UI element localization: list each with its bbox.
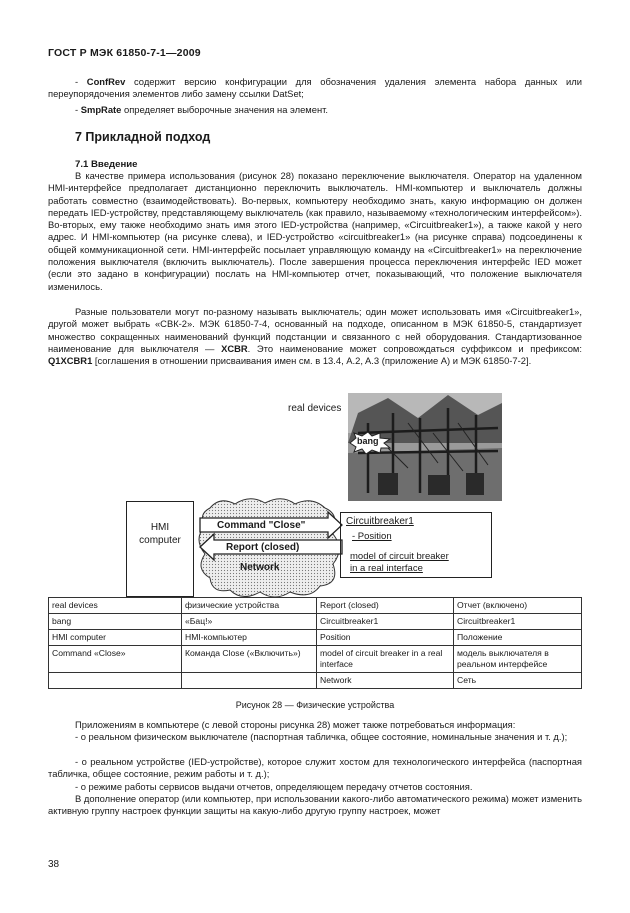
real-devices-label: real devices bbox=[288, 403, 342, 414]
table-cell: Circuitbreaker1 bbox=[317, 614, 454, 630]
table-cell: модель выключателя в реальном интерфейсе bbox=[454, 646, 582, 673]
naming-paragraph bbox=[48, 306, 582, 367]
table-cell: Circuitbreaker1 bbox=[454, 614, 582, 630]
table-cell: Network bbox=[317, 673, 454, 689]
table-row bbox=[49, 614, 582, 630]
naming-text-3: [соглашения в отношении присваивания имен см. в 13.4, A.2, A.3 (приложение А) и МЭК 61850-7-2]. bbox=[92, 355, 532, 367]
section-title: 7 Прикладной подход bbox=[75, 130, 211, 144]
after-paragraph-4: - о режиме работы сервисов выдачи отчетов, определяющем передачу отчетов состояния. bbox=[75, 781, 473, 792]
hmi-label-line2: computer bbox=[139, 535, 181, 546]
hmi-computer-box bbox=[126, 501, 194, 597]
table-cell bbox=[49, 673, 182, 689]
confrev-term: ConfRev bbox=[86, 76, 126, 87]
after-paragraph-1: Приложениям в компьютере (с левой стороны рисунка 28) может также потребоваться информация: bbox=[75, 719, 516, 730]
intro-paragraph: В качестве примера использования (рисунок 28) показано переключение выключателя. Оператор на удаленном HMI-интерфейсе предполагает дистанционно переключить выключатель. HMI-компьютер и выключатель должны работать совместно (взаимодействовать). Во-первых, компьютеру необходимо знать, какую информацию он должен передать IED-устройству, представляющему выключатель (как правило, называемому «технологическим интерфейсом»). Во-вторых, ему также необходимо знать имя этого IED-устройства (например, «Circuitbreaker1»), а также какой у него адрес. И HMI-компьютер (на рисунке слева), и IED-устройство «circuitbreaker1» (на рисунке справа) подсоединены к общей коммуникационной сети. HMI-интерфейс посылает управляющую команду на «Circuitbreaker1» на переключение положения выключателя (включить выключатель). После завершения процесса переключения интерфейс IED может (если это задано в конфигурации) послать на HMI-компьютер отчет, показывающий, что положение выключателя изменилось. bbox=[48, 170, 582, 292]
smprate-term: SmpRate bbox=[80, 104, 122, 115]
bang-label: bang bbox=[357, 436, 379, 446]
table-row bbox=[49, 598, 582, 614]
table-cell: HMI-компьютер bbox=[182, 630, 317, 646]
table-cell bbox=[182, 673, 317, 689]
table-cell: Position bbox=[317, 630, 454, 646]
table-cell: model of circuit breaker in a real interface bbox=[317, 646, 454, 673]
table-cell: Команда Close («Включить») bbox=[182, 646, 317, 673]
network-label: Network bbox=[240, 562, 280, 573]
cb-model-line1: model of circuit breaker bbox=[350, 551, 449, 562]
table-cell: физические устройства bbox=[182, 598, 317, 614]
table-row bbox=[49, 630, 582, 646]
page-number: 38 bbox=[48, 859, 60, 870]
report-closed-label: Report (closed) bbox=[226, 542, 300, 553]
table-row bbox=[49, 673, 582, 689]
table-cell: «Бац!» bbox=[182, 614, 317, 630]
q1xcbr1-term: Q1XCBR1 bbox=[48, 355, 93, 367]
circuitbreaker-title: Circuitbreaker1 bbox=[346, 516, 414, 527]
legend-table bbox=[48, 597, 582, 689]
subsection-title: 7.1 Введение bbox=[75, 159, 138, 170]
smprate-text: определяет выборочные значения на элемент. bbox=[121, 104, 328, 115]
confrev-text: содержит версию конфигурации для обозначения удаления элемента набора данных или переупорядочения элементов либо замену ссылки DatSet; bbox=[48, 76, 582, 100]
confrev-paragraph: - ConfRev содержит версию конфигурации для обозначения удаления элемента набора данных или переупорядочения элементов либо замену ссылки DatSet; bbox=[48, 76, 582, 100]
after-paragraph-5: В дополнение оператор (или компьютер, при использовании какого-либо автоматического режима) может изменить активную группу настроек функции защиты на какую-либо другую группу настроек, может bbox=[48, 793, 582, 817]
command-close-label: Command "Close" bbox=[217, 520, 306, 531]
table-row bbox=[49, 646, 582, 673]
after-paragraph-2: - о реальном физическом выключателе (паспортная табличка, общее состояние, номинальные значения и т. д.); bbox=[75, 731, 568, 742]
hmi-label-line1: HMI bbox=[150, 522, 170, 533]
naming-text-2: . Это наименование может сопровождаться суффиксом и префиксом: bbox=[247, 342, 582, 354]
table-cell: HMI computer bbox=[49, 630, 182, 646]
table-cell: Command «Close» bbox=[49, 646, 182, 673]
table-cell: Отчет (включено) bbox=[454, 598, 582, 614]
table-cell: Report (closed) bbox=[317, 598, 454, 614]
cb-model-line2: in a real interface bbox=[350, 563, 423, 574]
naming-text-1: Разные пользователи могут по-разному называть выключатель; один может использовать имя «Circuitbreaker1», другой может выбрать «СВК-2». МЭК 61850-7-4, основанный на подходе, описанном в МЭК 61850-5, стандартизует множество сокращенных наименований функций подстанции и связанного с ней оборудования. Стандартизованное наименование для выключателя — bbox=[48, 306, 582, 354]
hmi-computer-label bbox=[126, 521, 194, 547]
table-cell: Положение bbox=[454, 630, 582, 646]
after-paragraph-3: - о реальном устройстве (IED-устройстве), которое служит хостом для технологического интерфейса (паспортная табличка, общее состояние, режим работы и т. д.); bbox=[48, 756, 582, 780]
page-header: ГОСТ Р МЭК 61850-7-1—2009 bbox=[48, 47, 201, 59]
table-cell: bang bbox=[49, 614, 182, 630]
xcbr-term: XCBR bbox=[221, 342, 248, 354]
table-cell: real devices bbox=[49, 598, 182, 614]
circuitbreaker-model bbox=[350, 551, 449, 575]
circuitbreaker-position: - Position bbox=[352, 531, 392, 542]
table-cell: Сеть bbox=[454, 673, 582, 689]
figure-caption: Рисунок 28 — Физические устройства bbox=[235, 700, 395, 710]
smprate-paragraph: - SmpRate определяет выборочные значения на элемент. bbox=[75, 104, 328, 115]
